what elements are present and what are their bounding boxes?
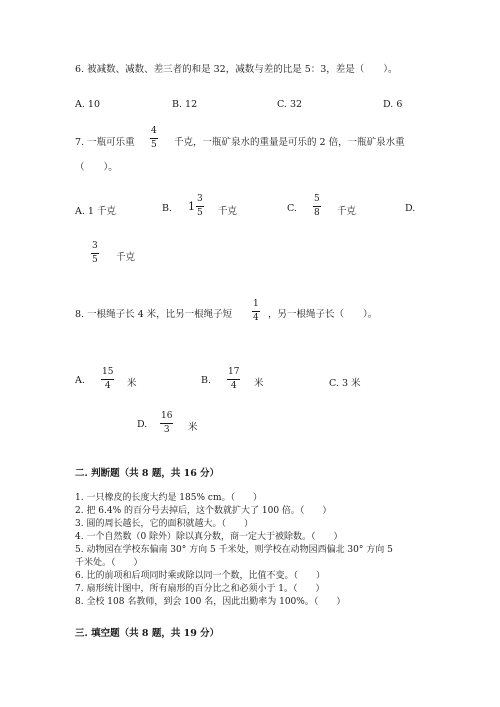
q8-option-a-fraction[interactable] [101, 368, 114, 391]
q8-option-d-unit: 米 [188, 422, 198, 433]
fraction-numerator: 5 [314, 194, 320, 204]
q6-option-d[interactable]: D. 6 [383, 99, 403, 110]
fraction-denominator: 4 [104, 380, 111, 391]
fraction-denominator: 4 [253, 312, 259, 323]
q8-option-a-label[interactable]: A. [75, 375, 85, 386]
q8-option-d-fraction[interactable] [160, 412, 173, 435]
fraction-numerator: 16 [161, 411, 173, 421]
mixed-whole-part: 1 [188, 199, 195, 213]
q8-option-b-unit: 米 [254, 378, 264, 389]
q7-option-c-unit: 千克 [337, 206, 357, 217]
fraction-denominator: 3 [163, 424, 170, 435]
q7-option-d-fraction[interactable] [91, 242, 99, 265]
fraction-denominator: 5 [197, 207, 203, 218]
q6-stem: 6. 被减数、减数、差三者的和是 32，减数与差的比是 5：3，差是（ ）。 [75, 64, 398, 75]
mixed-fraction-part [196, 195, 204, 218]
q7-option-c-label[interactable]: C. [287, 203, 297, 214]
fraction-numerator: 1 [253, 299, 259, 309]
q7-stem-part2: 千克，一瓶矿泉水的重量是可乐的 2 倍，一瓶矿泉水重 [174, 137, 405, 148]
judge-item-6: 6. 比的前项和后项同时乘或除以同一个数，比值不变。（ ） [75, 571, 325, 581]
judge-item-5: 5. 动物园在学校东偏南 30° 方向 5 千米处，则学校在动物园西偏北 30° 方向 5 [75, 545, 393, 555]
fraction-numerator: 4 [151, 126, 157, 136]
judge-item-7: 7. 扇形统计图中，所有扇形的百分比之和必须小于 1。（ ） [75, 584, 325, 594]
q6-option-a[interactable]: A. 10 [75, 99, 100, 110]
q7-answer-blank: （ ）。 [75, 162, 118, 173]
judge-item-8: 8. 全校 108 名教师，到会 100 名，因此出勤率为 100%。（ ） [75, 597, 346, 607]
judge-item-5-continued: 千米处。（ ） [75, 558, 143, 568]
q8-option-b-fraction[interactable] [227, 368, 240, 391]
q8-option-c[interactable]: C. 3 米 [329, 378, 361, 389]
q6-option-b[interactable]: B. 12 [172, 99, 198, 110]
fraction-denominator: 5 [92, 254, 98, 265]
fraction-denominator: 5 [151, 139, 157, 150]
q8-stem-part1: 8. 一根绳子长 4 米，比另一根绳子短 [75, 309, 233, 320]
fraction-denominator: 4 [230, 380, 237, 391]
q8-option-a-unit: 米 [127, 378, 137, 389]
fraction-denominator: 8 [314, 207, 320, 218]
q7-option-d-label[interactable]: D. [405, 203, 416, 214]
judge-item-1: 1. 一只橡皮的长度大约是 185% cm。（ ） [75, 493, 262, 503]
section-title-fill-in: 三. 填空题（共 8 题，共 19 分） [75, 628, 220, 639]
q7-option-a[interactable]: A. 1 千克 [75, 206, 116, 217]
q8-fraction [252, 300, 260, 323]
fraction-numerator: 3 [92, 241, 98, 251]
judge-item-4: 4. 一个自然数（0 除外）除以真分数，商一定大于被除数。（ ） [75, 532, 343, 542]
q7-option-c-fraction[interactable] [313, 195, 321, 218]
judge-item-2: 2. 把 6.4% 的百分号去掉后，这个数就扩大了 100 倍。（ ） [75, 506, 332, 516]
q8-option-b-label[interactable]: B. [201, 375, 212, 386]
q8-option-d-label[interactable]: D. [137, 419, 148, 430]
q7-option-d-unit: 千克 [116, 252, 136, 263]
q7-option-b-mixed-number[interactable] [188, 195, 204, 218]
judge-item-3: 3. 圆的周长越长，它的面积就越大。（ ） [75, 519, 253, 529]
q7-option-b-unit: 千克 [218, 206, 238, 217]
fraction-numerator: 17 [228, 367, 240, 377]
fraction-numerator: 15 [102, 367, 114, 377]
q6-option-c[interactable]: C. 32 [277, 99, 303, 110]
section-title-judgement: 二. 判断题（共 8 题，共 16 分） [75, 468, 220, 479]
q7-fraction [150, 127, 158, 150]
q7-stem-part1: 7. 一瓶可乐重 [75, 137, 135, 148]
q7-option-b-label[interactable]: B. [162, 203, 173, 214]
q8-stem-part2: ，另一根绳子长（ ）。 [268, 309, 378, 320]
fraction-numerator: 3 [197, 194, 203, 204]
